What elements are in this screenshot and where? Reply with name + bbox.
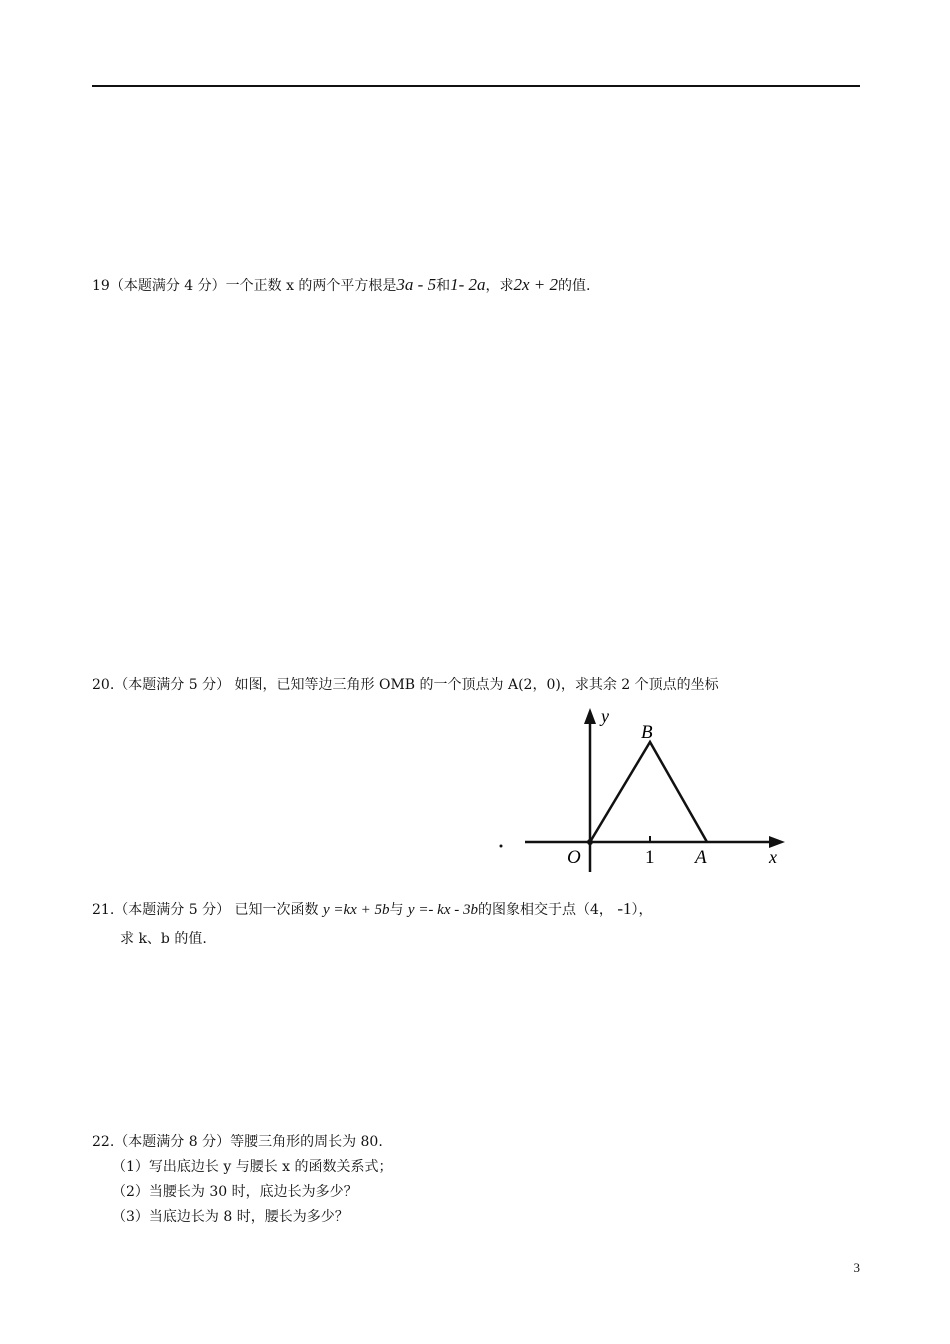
y-axis-arrow: [584, 708, 596, 724]
q22-title: 22.（本题满分 8 分）等腰三角形的周长为 80.: [92, 1134, 383, 1150]
question-20: [92, 678, 719, 692]
q19-mid: ，求: [485, 278, 514, 294]
apex-b-label: B: [641, 722, 653, 743]
q21-lead: 21.（本题满分 5 分） 已知一次函数: [92, 902, 319, 918]
q22-item-1-text: （1）写出底边长 y 与腰长 x 的函数关系式；: [112, 1159, 393, 1175]
page-number: 3: [853, 1260, 860, 1275]
q19-expr3: 2x + 2: [513, 275, 559, 294]
origin-dot: [587, 839, 593, 845]
q21-with: 与: [389, 902, 404, 918]
q21-tail: 的图象相交于点（4，: [478, 902, 613, 918]
q20-text: 20.（本题满分 5 分） 如图，已知等边三角形 OMB 的一个顶点为 A(2，0)，求其余 2 个顶点的坐标: [92, 677, 719, 693]
q21-line2-text: 求 k、b 的值.: [120, 931, 207, 947]
q21-func1: y =kx + 5b: [322, 902, 390, 918]
origin-label: O: [567, 847, 581, 868]
question-21: [92, 900, 653, 918]
triangle-obc: [590, 742, 707, 842]
header-rule: [92, 85, 860, 87]
q21-point-y: -1: [617, 899, 632, 918]
q19-expr1: 3a - 5: [396, 275, 437, 294]
x-axis-label: x: [769, 847, 777, 867]
y-axis-label: y: [601, 706, 609, 726]
q22-item-2: [112, 1185, 358, 1199]
question-22-title: [92, 1135, 383, 1149]
q21-line2: [120, 932, 207, 946]
triangle-figure: [495, 700, 795, 880]
tick-label-1: 1: [645, 847, 655, 868]
q19-tail: 的值.: [558, 278, 591, 294]
q22-item-3-text: （3）当底边长为 8 时，腰长为多少？: [112, 1209, 349, 1225]
q21-func2: y =- kx - 3b: [407, 902, 478, 918]
q22-item-2-text: （2）当腰长为 30 时，底边长为多少？: [112, 1184, 358, 1200]
q19-lead: 19（本题满分 4 分）一个正数 x 的两个平方根是: [92, 278, 397, 294]
question-19: [92, 276, 591, 293]
point-a-label: A: [695, 847, 707, 868]
q22-item-1: [112, 1160, 393, 1174]
q19-expr2: 1- 2a: [450, 275, 486, 294]
stray-mark: [500, 845, 503, 848]
q21-close: ），: [631, 902, 653, 918]
q22-item-3: [112, 1210, 349, 1224]
q19-and: 和: [436, 278, 451, 294]
